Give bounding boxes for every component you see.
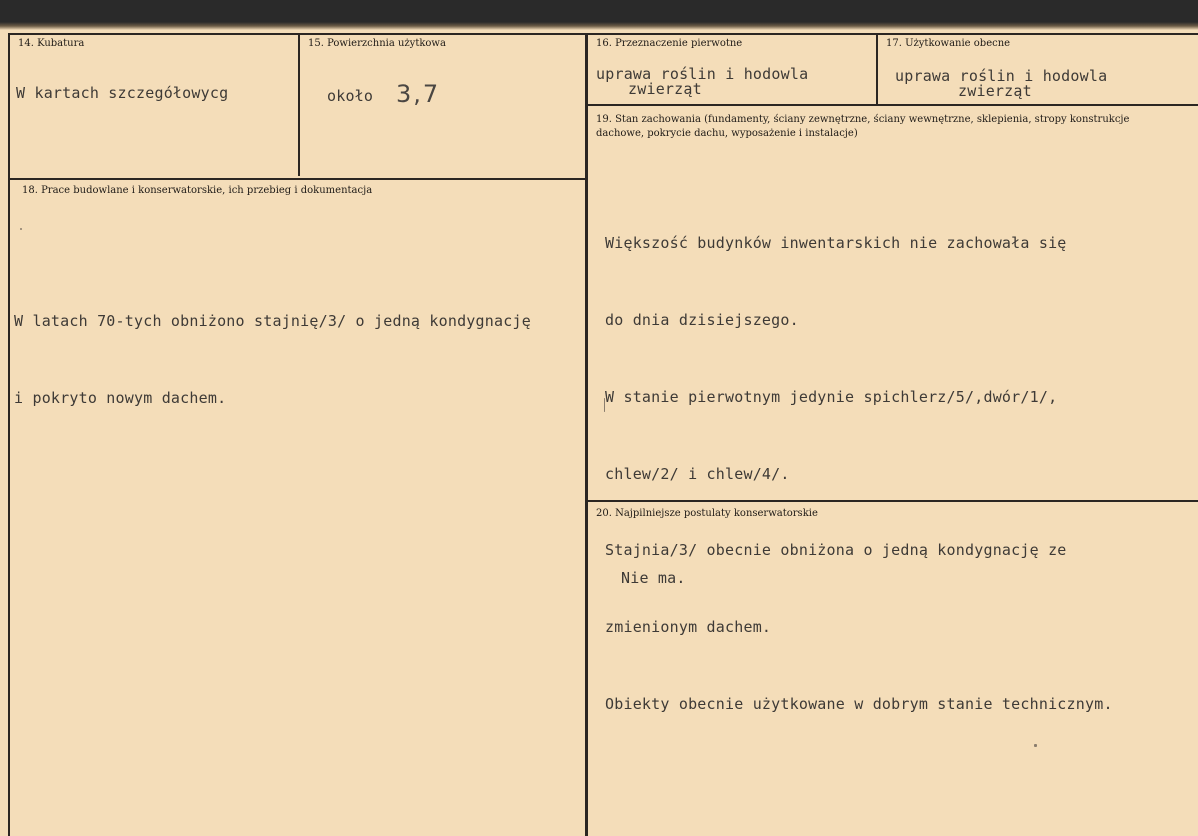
field-16-label: 16. Przeznaczenie pierwotne <box>596 38 743 49</box>
grid-line-14-15 <box>298 33 300 176</box>
field-17-line-1: uprawa roślin i hodowla <box>895 67 1108 85</box>
field-16-line-2: zwierząt <box>628 80 702 98</box>
field-20-value: Nie ma. <box>621 569 686 587</box>
field-19-line: Większość budynków inwentarskich nie zachowała się <box>605 234 1067 253</box>
field-18-line: W latach 70-tych obniżono stajnię/3/ o jedną kondygnację <box>14 312 531 331</box>
field-14-value: W kartach szczegółowycg <box>16 84 229 102</box>
field-19-line: zmienionym dachem. <box>605 618 772 637</box>
grid-line-under-14-15 <box>8 178 587 180</box>
field-14-label: 14. Kubatura <box>18 38 85 49</box>
field-16-line-1: uprawa roślin i hodowla <box>596 65 809 83</box>
field-15-handwritten-value: 3,7 <box>396 80 441 108</box>
field-18-text <box>14 258 531 463</box>
grid-line-main-vertical <box>585 33 588 836</box>
field-19-text <box>605 180 1113 769</box>
field-19-line: W stanie pierwotnym jedynie spichlerz/5/,dwór/1/, <box>605 387 1058 406</box>
grid-line-top <box>8 33 1198 35</box>
field-19-line: Obiekty obecnie użytkowane w dobrym stanie technicznym. <box>605 694 1113 713</box>
grid-line-under-16-17 <box>587 104 1198 106</box>
field-15-prefix: około <box>327 87 374 105</box>
paper-speck <box>20 228 22 230</box>
grid-line-left-edge <box>8 33 10 836</box>
field-19-label: 19. Stan zachowania (fundamenty, ściany zewnętrzne, ściany wewnętrzne, sklepienia, stropy konstrukcje dachowe, pokrycie dachu, wyposażenie i instalacje) <box>596 114 1130 139</box>
field-20-label: 20. Najpilniejsze postulaty konserwatorskie <box>596 508 818 519</box>
field-19-line: do dnia dzisiejszego. <box>605 310 799 329</box>
field-19-line: Stajnia/3/ obecnie obniżona o jedną kondygnację ze <box>605 541 1067 560</box>
grid-line-16-17 <box>876 33 878 104</box>
field-15-label: 15. Powierzchnia użytkowa <box>308 38 446 49</box>
field-19-line: chlew/2/ i chlew/4/. <box>605 464 790 483</box>
field-17-label: 17. Użytkowanie obecne <box>886 38 1011 49</box>
field-18-label: 18. Prace budowlane i konserwatorskie, ich przebieg i dokumentacja <box>22 185 373 196</box>
field-18-line: i pokryto nowym dachem. <box>14 388 227 407</box>
paper-speck <box>604 398 605 412</box>
paper-speck <box>1034 744 1037 747</box>
field-17-line-2: zwierząt <box>958 82 1032 100</box>
card-top-edge <box>0 0 1198 30</box>
